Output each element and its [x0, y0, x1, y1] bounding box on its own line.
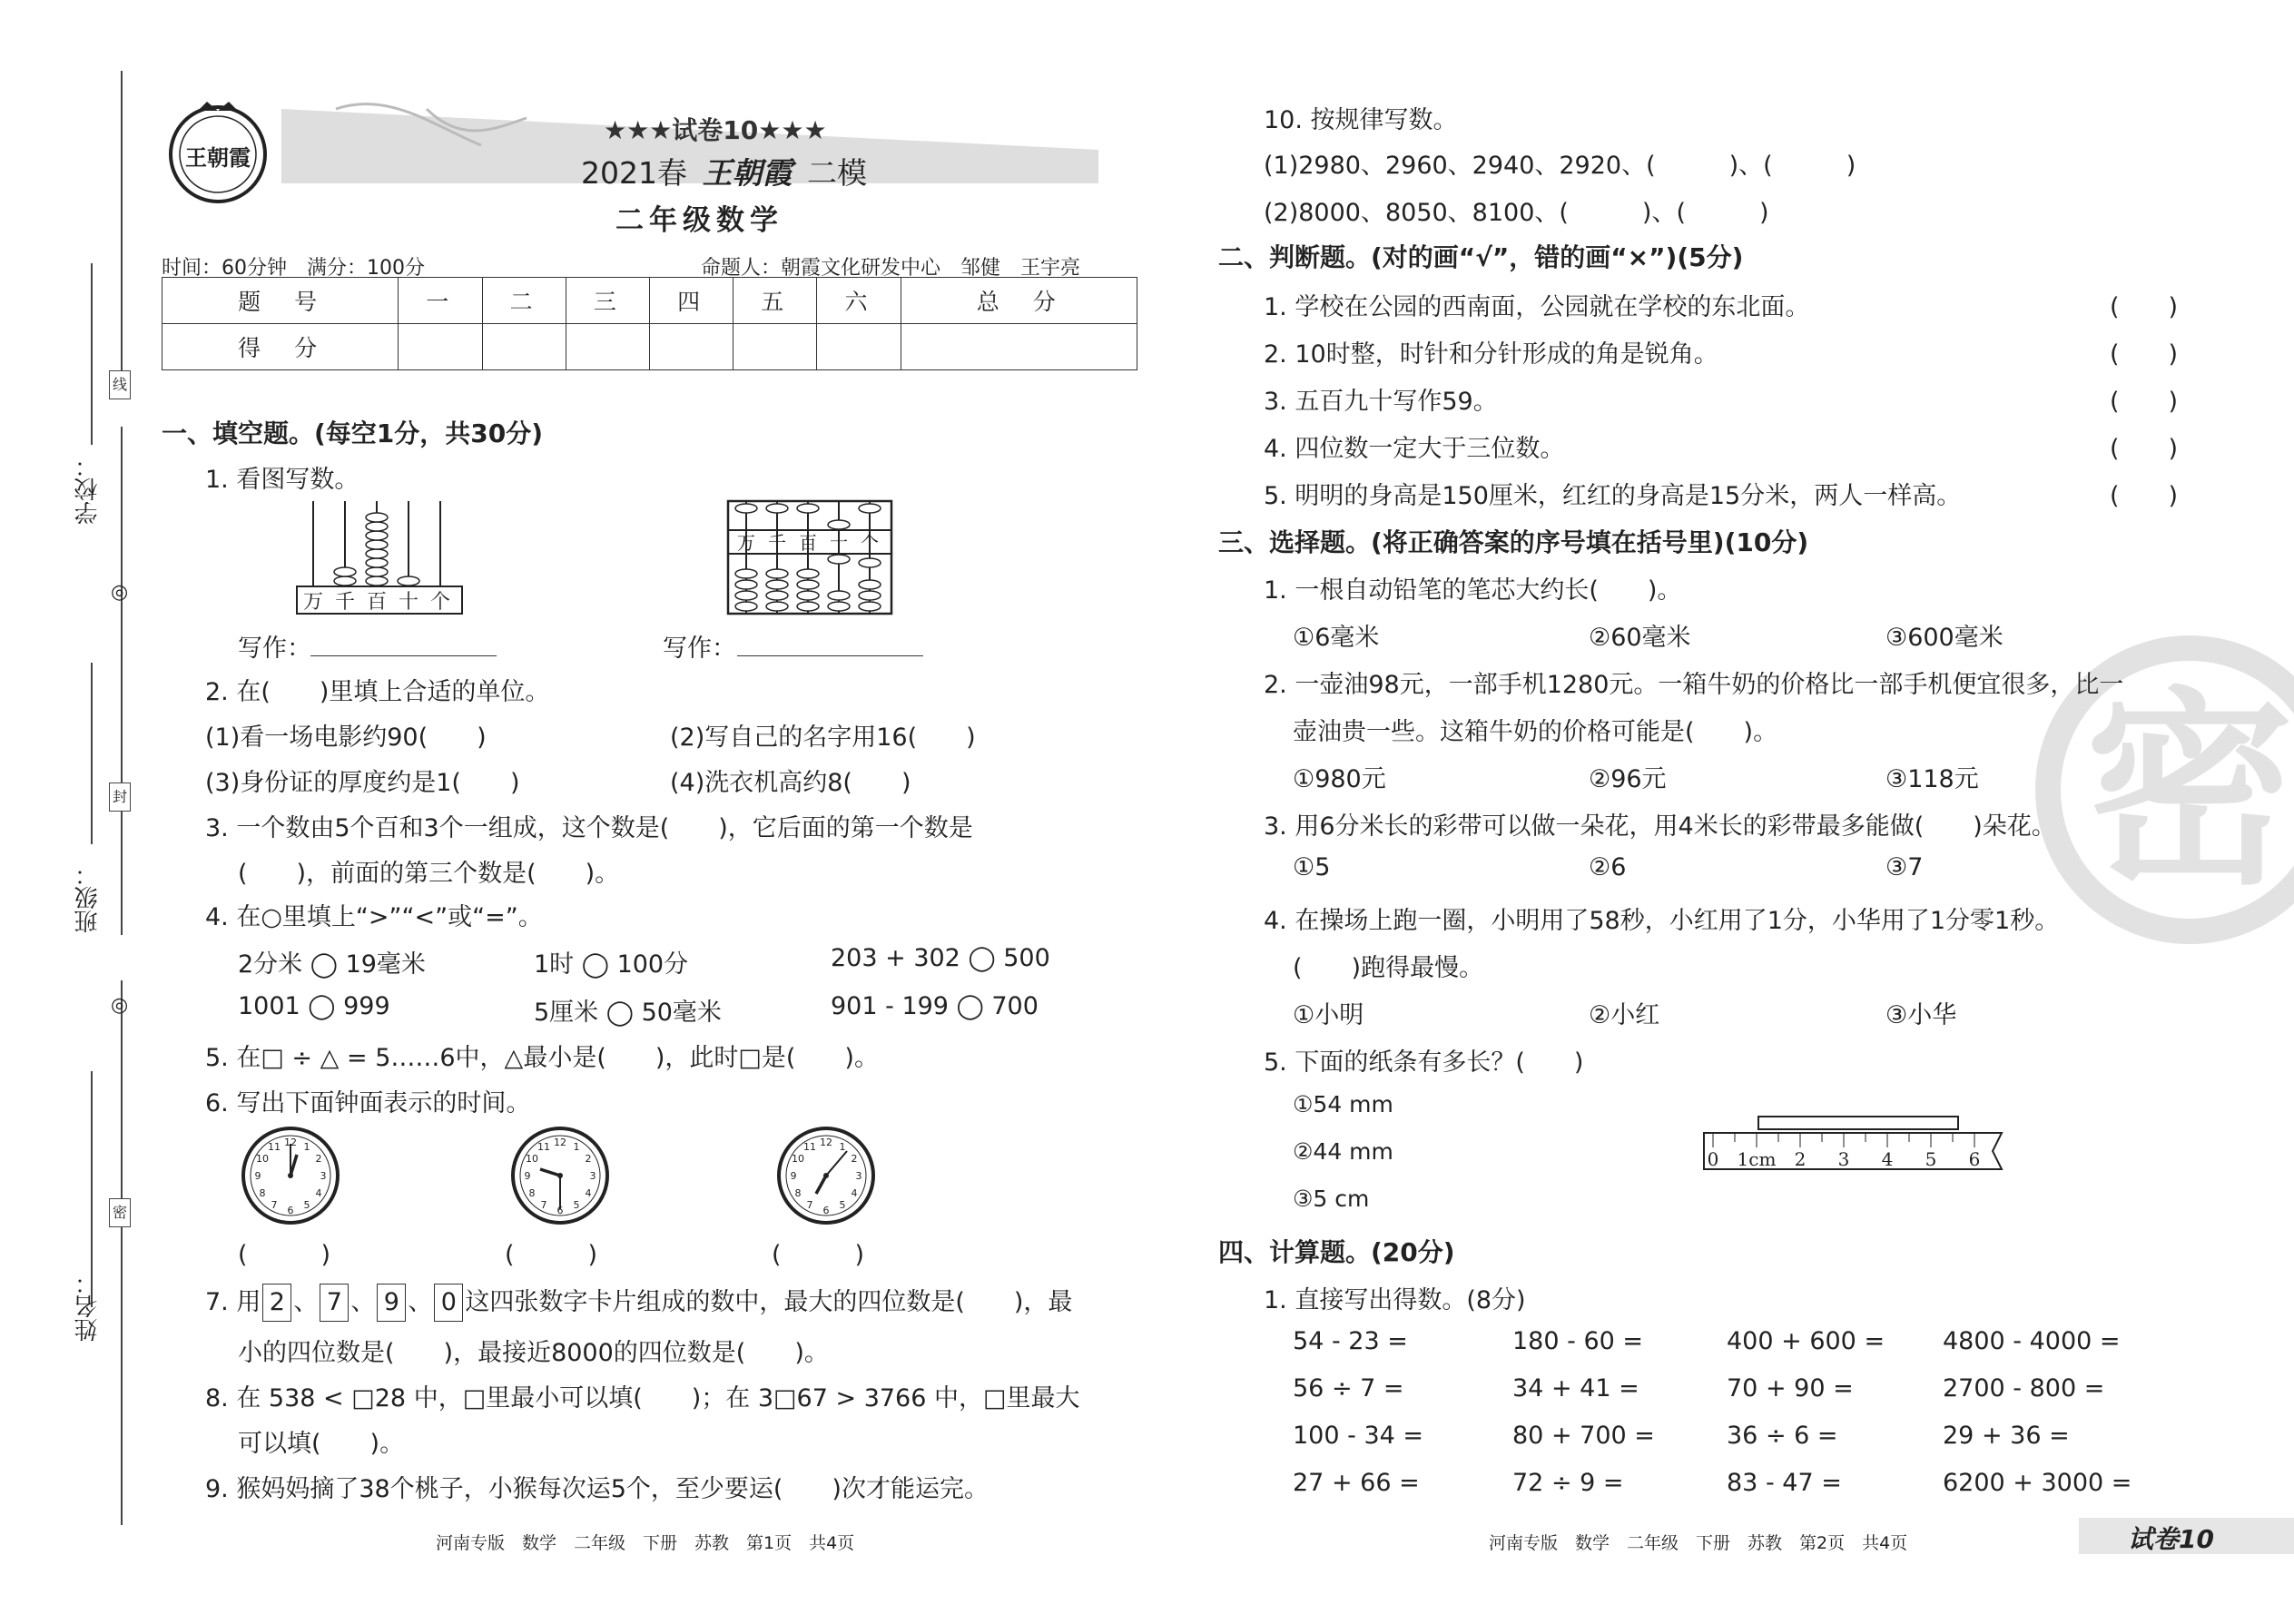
binding-dot-1: ◎ [111, 581, 129, 604]
svg-text:6: 6 [822, 1205, 830, 1216]
svg-text:9: 9 [524, 1170, 531, 1182]
paper-title [581, 150, 867, 192]
q4-compare-6: 901 - 199 ◯ 700 [831, 992, 1039, 1020]
svg-text:9: 9 [790, 1170, 797, 1182]
binding-tag-line: 线 [109, 370, 131, 399]
ruler-label: 5 [1925, 1148, 1937, 1170]
choice-3-opt-2: ②6 [1589, 853, 1627, 881]
score-header-cell: 三 [566, 278, 649, 324]
q10: 10. 按规律写数。 [1264, 106, 1458, 134]
choice-1: 1. 一根自动铅笔的笔芯大约长( )。 [1264, 576, 1682, 605]
calc-item: 70 + 90 = [1727, 1374, 1854, 1403]
paper-subtitle: 二年级数学 [615, 204, 783, 237]
q4-compare-3: 203 + 302 ◯ 500 [831, 944, 1050, 972]
choice-3-opt-1: ①5 [1293, 853, 1331, 881]
score-header-cell: 一 [399, 278, 482, 324]
svg-text:1: 1 [839, 1141, 846, 1153]
q2-item-2: (2)写自己的名字用16( ) [670, 723, 976, 752]
clock-2-answer[interactable]: ( ) [505, 1241, 598, 1269]
q2: 2. 在( )里填上合适的单位。 [205, 678, 550, 706]
choice-2-opt-1: ①980元 [1293, 765, 1386, 793]
choice-1-opt-2: ②60毫米 [1589, 624, 1691, 652]
footer-tag: 试卷10 [2128, 1524, 2214, 1554]
paper-badge: ★★★试卷10★★★ [604, 115, 827, 145]
svg-text:6: 6 [287, 1205, 294, 1216]
clock-3-answer[interactable]: ( ) [772, 1241, 865, 1269]
svg-text:8: 8 [528, 1187, 536, 1199]
svg-text:12: 12 [284, 1137, 297, 1148]
choice-5-opt-2: ②44 mm [1293, 1138, 1393, 1165]
binding-tag-secret: 密 [109, 1198, 131, 1227]
abacus-1-label: 万 [302, 591, 324, 614]
q4-compare-5: 5厘米 ◯ 50毫米 [534, 999, 722, 1027]
title-exam: 二模 [806, 155, 867, 191]
q4-compare-1: 2分米 ◯ 19毫米 [238, 950, 426, 979]
choice-4-opt-1: ①小明 [1293, 1001, 1364, 1029]
q1: 1. 看图写数。 [205, 466, 359, 494]
section-1-title: 一、填空题。(每空1分，共30分) [162, 418, 544, 448]
score-cell[interactable] [733, 324, 817, 370]
judge-1: 1. 学校在公园的西南面，公园就在学校的东北面。 [1264, 293, 1810, 321]
section-3-title: 三、选择题。(将正确答案的序号填在括号里)(10分) [1218, 527, 1809, 557]
abacus-1-label: 十 [398, 591, 419, 614]
svg-text:8: 8 [259, 1187, 266, 1199]
clock-1-answer[interactable]: ( ) [238, 1241, 331, 1269]
choice-1-opt-1: ①6毫米 [1293, 624, 1380, 652]
score-header-cell: 二 [482, 278, 566, 324]
choice-3-opt-3: ③7 [1885, 853, 1924, 881]
write-label-1: 写作： [238, 635, 311, 663]
score-cell[interactable] [649, 324, 733, 370]
q7-line-2: 小的四位数是( )，最接近8000的四位数是( )。 [238, 1339, 829, 1367]
score-header-cell: 六 [817, 278, 901, 324]
q3-line-2: ( )，前面的第三个数是( )。 [238, 860, 620, 888]
ruler-label: 2 [1794, 1148, 1807, 1170]
judge-2-answer[interactable]: ( ) [2110, 340, 2179, 369]
choice-5: 5. 下面的纸条有多长？( ) [1264, 1048, 1584, 1077]
svg-text:7: 7 [540, 1199, 547, 1211]
choice-2-line-2: 壶油贵一些。这箱牛奶的价格可能是( )。 [1293, 718, 1778, 746]
score-header-cell: 四 [649, 278, 733, 324]
section-2-title: 二、判断题。(对的画“√”，错的画“×”)(5分) [1218, 242, 1744, 272]
score-value-row [162, 324, 1137, 370]
choice-2-opt-3: ③118元 [1885, 765, 1979, 793]
svg-text:11: 11 [537, 1141, 550, 1153]
abacus-1-label: 千 [334, 591, 356, 614]
choice-4-line-1: 4. 在操场上跑一圈，小明用了58秒，小红用了1分，小华用了1分零1秒。 [1264, 907, 2060, 935]
svg-text:5: 5 [303, 1199, 310, 1211]
judge-4: 4. 四位数一定大于三位数。 [1264, 435, 1565, 463]
score-cell[interactable] [901, 324, 1137, 370]
time-info: 时间：60分钟 满分：100分 [162, 257, 425, 280]
choice-5-opt-1: ①54 mm [1293, 1091, 1393, 1117]
ruler-label: 3 [1837, 1148, 1850, 1170]
judge-5: 5. 明明的身高是150厘米，红红的身高是15分米，两人一样高。 [1264, 482, 1962, 510]
clock-2-icon [510, 1126, 610, 1225]
calc-item: 56 ÷ 7 = [1293, 1374, 1404, 1403]
svg-text:7: 7 [806, 1199, 813, 1211]
score-header-cell: 总 分 [901, 278, 1137, 324]
score-header-cell: 题 号 [162, 278, 399, 324]
svg-text:4: 4 [315, 1187, 322, 1199]
svg-text:5: 5 [839, 1199, 846, 1211]
abacus-1-label: 个 [429, 591, 451, 614]
abacus-2-label: 百 [799, 532, 817, 554]
abacus-2-label: 十 [830, 532, 848, 554]
q4: 4. 在○里填上“>”“<”或“=”。 [205, 903, 543, 931]
svg-text:6: 6 [556, 1205, 564, 1216]
svg-text:1: 1 [573, 1141, 580, 1153]
digit-card: 2 [262, 1284, 291, 1322]
choice-4-opt-3: ③小华 [1885, 1001, 1957, 1029]
calc-item: 72 ÷ 9 = [1512, 1469, 1624, 1497]
svg-text:9: 9 [254, 1170, 261, 1182]
ruler-label: 1cm [1737, 1148, 1777, 1170]
judge-4-answer[interactable]: ( ) [2110, 435, 2179, 463]
left-footer: 河南专版 数学 二年级 下册 苏教 第1页 共4页 [436, 1533, 855, 1553]
calc-item: 100 - 34 = [1293, 1422, 1424, 1450]
svg-text:2: 2 [585, 1153, 592, 1165]
write-label-2: 写作： [663, 635, 736, 663]
choice-5-opt-3: ③5 cm [1293, 1186, 1370, 1212]
binding-tag-seal: 封 [109, 782, 131, 812]
calc-item: 27 + 66 = [1293, 1469, 1420, 1497]
q2-item-3: (3)身份证的厚度约是1( ) [205, 769, 520, 797]
calc-item: 6200 + 3000 = [1943, 1469, 2132, 1497]
calc-item: 34 + 41 = [1512, 1374, 1639, 1403]
ruler-label: 0 [1707, 1148, 1719, 1170]
svg-text:11: 11 [268, 1141, 281, 1153]
section-4-title: 四、计算题。(20分) [1218, 1237, 1455, 1267]
svg-text:10: 10 [792, 1153, 804, 1165]
calc-item: 400 + 600 = [1727, 1327, 1885, 1355]
abacus-2-label: 个 [861, 532, 879, 554]
abacus-2-label: 万 [737, 532, 755, 554]
calc-title: 1. 直接写出得数。(8分) [1264, 1286, 1526, 1314]
choice-2-opt-2: ②96元 [1589, 765, 1667, 793]
q8-line-1: 8. 在 538 < □28 中，□里最小可以填( )；在 3□67 > 3766 中，□里最大 [205, 1384, 1080, 1412]
choice-1-opt-3: ③600毫米 [1885, 624, 2004, 652]
score-cell[interactable] [399, 324, 482, 370]
answer-line-1[interactable] [310, 655, 497, 656]
score-row-label: 得 分 [162, 324, 399, 370]
score-table [162, 277, 1137, 370]
q3-line-1: 3. 一个数由5个百和3个一组成，这个数是( )，它后面的第一个数是 [205, 814, 973, 842]
calc-item: 180 - 60 = [1512, 1327, 1644, 1355]
digit-card: 9 [377, 1284, 406, 1322]
abacus-1 [295, 499, 468, 617]
calc-item: 83 - 47 = [1727, 1469, 1842, 1497]
q10-item-1: (1)2980、2960、2940、2920、( )、( ) [1264, 152, 1856, 180]
score-header-cell: 五 [733, 278, 817, 324]
choice-3: 3. 用6分米长的彩带可以做一朵花，用4米长的彩带最多能做( )朵花。 [1264, 812, 2056, 841]
judge-5-answer[interactable]: ( ) [2110, 482, 2179, 510]
calc-item: 80 + 700 = [1512, 1422, 1655, 1450]
right-footer: 河南专版 数学 二年级 下册 苏教 第2页 共4页 [1489, 1533, 1908, 1553]
svg-text:3: 3 [589, 1170, 596, 1182]
svg-text:8: 8 [794, 1187, 802, 1199]
judge-3-answer[interactable]: ( ) [2110, 388, 2179, 416]
q7-line-1: 7. 用 2 、 7 、 9 、 0 这四张数字卡片组成的数中，最大的四位数是( )，最 [205, 1282, 1072, 1322]
q9: 9. 猴妈妈摘了38个桃子，小猴每次运5个，至少要运( )次才能运完。 [205, 1475, 989, 1503]
svg-text:12: 12 [554, 1137, 566, 1148]
svg-text:4: 4 [851, 1187, 858, 1199]
judge-1-answer[interactable]: ( ) [2110, 293, 2179, 321]
answer-line-2[interactable] [737, 655, 923, 656]
svg-text:3: 3 [855, 1170, 862, 1182]
calc-item: 54 - 23 = [1293, 1327, 1408, 1355]
ruler-label: 4 [1881, 1148, 1894, 1170]
q6: 6. 写出下面钟面表示的时间。 [205, 1089, 531, 1117]
q5: 5. 在□ ÷ △ = 5……6中，△最小是( )，此时□是( )。 [205, 1044, 879, 1072]
q2-item-1: (1)看一场电影约90( ) [205, 723, 487, 752]
abacus-2-label: 千 [768, 532, 786, 554]
svg-text:11: 11 [803, 1141, 816, 1153]
class-label: 班级： [74, 862, 102, 933]
name-label: 姓名： [74, 1271, 102, 1342]
judge-3: 3. 五百九十写作59。 [1264, 388, 1498, 416]
title-brand: 王朝霞 [702, 155, 793, 191]
choice-4-line-2: ( )跑得最慢。 [1293, 954, 1484, 982]
svg-text:5: 5 [573, 1199, 580, 1211]
calc-item: 2700 - 800 = [1943, 1374, 2105, 1403]
clock-3-icon [776, 1126, 876, 1225]
score-cell[interactable] [482, 324, 566, 370]
svg-text:2: 2 [315, 1153, 322, 1165]
choice-4-opt-2: ②小红 [1589, 1001, 1660, 1029]
abacus-2 [726, 499, 894, 617]
score-header-row [162, 278, 1137, 324]
calc-item: 29 + 36 = [1943, 1422, 2070, 1450]
score-cell[interactable] [817, 324, 901, 370]
clock-1-icon [241, 1126, 340, 1225]
digit-card: 0 [434, 1284, 463, 1322]
calc-item: 36 ÷ 6 = [1727, 1422, 1838, 1450]
svg-text:10: 10 [256, 1153, 269, 1165]
q4-compare-2: 1时 ◯ 100分 [534, 950, 689, 979]
school-label: 学校： [74, 454, 102, 525]
score-cell[interactable] [566, 324, 649, 370]
svg-text:10: 10 [526, 1153, 538, 1165]
q2-item-4: (4)洗衣机高约8( ) [670, 769, 911, 797]
svg-text:4: 4 [585, 1187, 592, 1199]
svg-text:7: 7 [271, 1199, 278, 1211]
svg-text:2: 2 [851, 1153, 858, 1165]
abacus-1-label: 百 [366, 591, 388, 614]
digit-card: 7 [320, 1284, 349, 1322]
title-year: 2021春 [581, 155, 687, 191]
author-info: 命题人：朝霞文化研发中心 邹健 王宇亮 [701, 257, 1081, 280]
logo-text: 王朝霞 [185, 144, 251, 171]
seal-char: 密 [2084, 671, 2294, 913]
binding-dot-2: ◎ [111, 994, 129, 1017]
judge-2: 2. 10时整，时针和分针形成的角是锐角。 [1264, 340, 1718, 369]
choice-2-line-1: 2. 一壶油98元，一部手机1280元。一箱牛奶的价格比一部手机便宜很多，比一 [1264, 671, 2124, 699]
svg-text:12: 12 [820, 1137, 832, 1148]
q8-line-2: 可以填( )。 [238, 1430, 405, 1458]
svg-text:1: 1 [303, 1141, 310, 1153]
ruler-icon [1702, 1115, 2011, 1178]
q10-item-2: (2)8000、8050、8100、( )、( ) [1264, 199, 1769, 227]
q4-compare-4: 1001 ◯ 999 [238, 992, 390, 1020]
calc-item: 4800 - 4000 = [1943, 1327, 2121, 1355]
svg-text:3: 3 [320, 1170, 327, 1182]
ruler-label: 6 [1968, 1148, 1981, 1170]
